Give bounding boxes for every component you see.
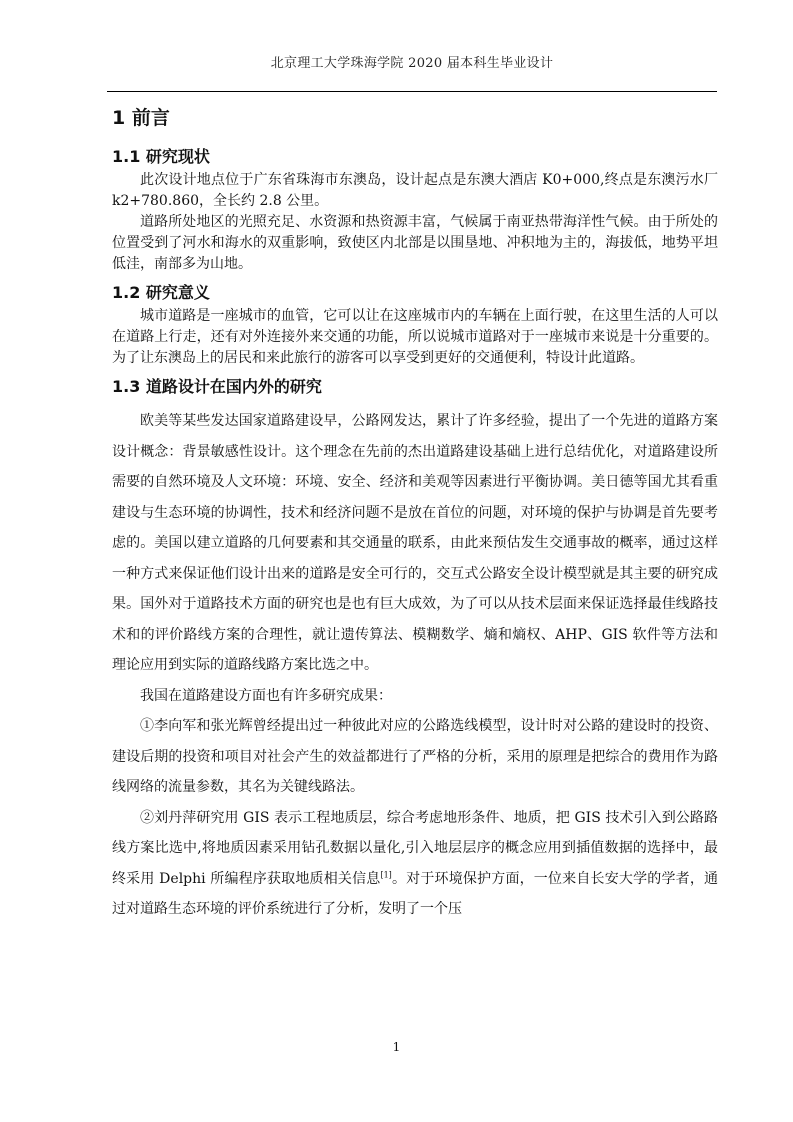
paragraph: 我国在道路建设方面也有许多研究成果： (140, 687, 392, 704)
paragraph: ①李向军和张光辉曾经提出过一种彼此对应的公路选线模型，设计时对公路的建设时的投资、建设后期的投资和项目对社会产生的效益都进行了严格的分析，采用的原理是把综合的费用作为路线网络的流量参数，其名为关键线路法。 (112, 718, 718, 795)
page-number: 1 (392, 1040, 401, 1054)
paragraph-text: ②刘丹萍研究用 GIS 表示工程地质层，综合考虑地形条件、地质，把 GIS 技术引入到公路路线方案比选中,将地质因素采用钻孔数据以量化,引入地层层序的概念应用到插值数据的选择中，最终采用 Delphi 所编程序获取地质相关信息 (112, 809, 718, 887)
section-1-2-body (112, 306, 718, 369)
section-title-1-2: 1.2 研究意义 (112, 283, 210, 302)
chapter-title: 1 前言 (112, 107, 170, 129)
paragraph: 道路所处地区的光照充足、水资源和热资源丰富，气候属于南亚热带海洋性气候。由于所处的位置受到了河水和海水的双重影响，致使区内北部是以围垦地、冲积地为主的，海拔低，地势平坦低洼，南部多为山地。 (112, 214, 718, 272)
section-title-1-1: 1.1 研究现状 (112, 147, 210, 166)
section-1-3-body (112, 406, 718, 925)
paragraph: 此次设计地点位于广东省珠海市东澳岛，设计起点是东澳大酒店 K0+000,终点是东澳污水厂 k2+780.860，全长约 2.8 公里。 (112, 172, 718, 209)
page-body (112, 103, 718, 925)
paragraph (112, 803, 718, 925)
running-header: 北京理工大学珠海学院 2020 届本科生毕业设计 (270, 56, 554, 71)
paragraph-text: 。对于环境保护方面，一位来自长安大学的学者，通过对道路生态环境的评价系统进行了分析，发明了一个压 (112, 870, 719, 917)
citation-ref[interactable]: [1] (380, 869, 392, 879)
paragraph: 城市道路是一座城市的血管，它可以让在这座城市内的车辆在上面行驶，在这里生活的人可以在道路上行走，还有对外连接外来交通的功能，所以说城市道路对于一座城市来说是十分重要的。为了让东澳岛上的居民和来此旅行的游客可以享受到更好的交通便利，特设计此道路。 (112, 308, 718, 366)
header-rule (107, 91, 717, 92)
section-title-1-3: 1.3 道路设计在国内外的研究 (112, 377, 322, 396)
paragraph: 欧美等某些发达国家道路建设早，公路网发达，累计了许多经验，提出了一个先进的道路方案设计概念：背景敏感性设计。这个理念在先前的杰出道路建设基础上进行总结优化，对道路建设所需要的自然环境及人文环境：环境、安全、经济和美观等因素进行平衡协调。美日德等国尤其看重建设与生态环境的协调性，技术和经济问题不是放在首位的问题，对环境的保护与协调是首先要考虑的。美国以建立道路的几何要素和其交通量的联系，由此来预估发生交通事故的概率，通过这样一种方式来保证他们设计出来的道路是安全可行的，交互式公路安全设计模型就是其主要的研究成果。国外对于道路技术方面的研究也是也有巨大成效，为了可以从技术层面来保证选择最佳线路技术和的评价路线方案的合理性，就让遗传算法、模糊数学、熵和熵权、AHP、GIS 软件等方法和理论应用到实际的道路线路方案比选之中。 (112, 413, 718, 673)
section-1-1-body (112, 170, 718, 275)
